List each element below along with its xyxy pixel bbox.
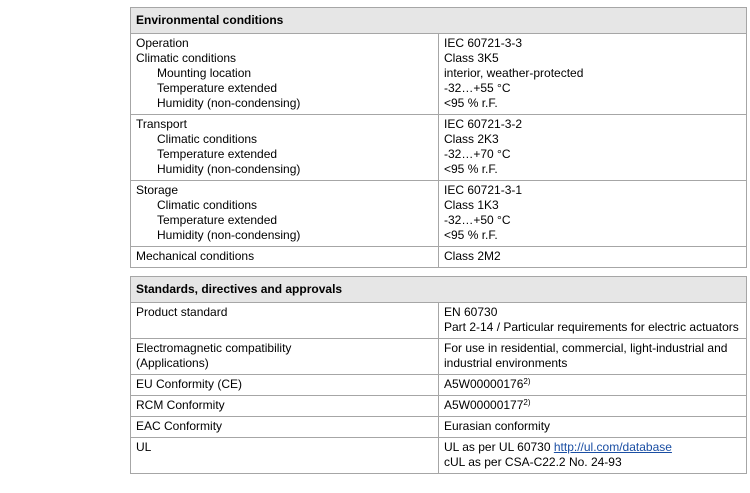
operation-label: Operation bbox=[136, 36, 189, 50]
table-row bbox=[131, 303, 747, 339]
storage-label: Storage bbox=[136, 183, 179, 197]
ul-value bbox=[444, 440, 741, 455]
emc-applications-label: (Applications) bbox=[136, 356, 209, 370]
cul-value: cUL as per CSA-C22.2 No. 24-93 bbox=[444, 455, 622, 469]
row-label-cell bbox=[131, 115, 439, 181]
row-value-cell bbox=[439, 396, 747, 417]
humidity-label: Humidity (non-condensing) bbox=[157, 96, 301, 110]
storage-value: IEC 60721-3-1 bbox=[444, 183, 523, 197]
rcm-conformity-label: RCM Conformity bbox=[131, 396, 439, 417]
product-standard-label: Product standard bbox=[131, 303, 439, 339]
mounting-location-value: interior, weather-protected bbox=[444, 66, 584, 80]
section-title: Environmental conditions bbox=[131, 8, 747, 34]
row-label-cell bbox=[131, 181, 439, 247]
table-row bbox=[131, 339, 747, 375]
ul-database-link[interactable]: http://ul.com/database bbox=[553, 440, 672, 454]
temperature-label: Temperature extended bbox=[157, 213, 278, 227]
temperature-value: -32…+50 °C bbox=[444, 213, 511, 227]
product-standard-value: EN 60730 bbox=[444, 305, 498, 319]
humidity-value: <95 % r.F. bbox=[444, 162, 498, 176]
product-standard-detail: Part 2-14 / Particular requirements for electric actuators bbox=[444, 320, 739, 334]
ul-label: UL bbox=[131, 438, 439, 474]
climatic-conditions-label: Climatic conditions bbox=[157, 198, 258, 212]
temperature-value: -32…+55 °C bbox=[444, 81, 511, 95]
mounting-location-label: Mounting location bbox=[157, 66, 252, 80]
row-label-cell bbox=[131, 34, 439, 115]
mechanical-conditions-label: Mechanical conditions bbox=[131, 247, 439, 268]
table-header-row bbox=[131, 8, 747, 34]
climatic-conditions-label: Climatic conditions bbox=[157, 132, 258, 146]
table-row bbox=[131, 417, 747, 438]
table-row bbox=[131, 181, 747, 247]
operation-value: IEC 60721-3-3 bbox=[444, 36, 523, 50]
climatic-conditions-value: Class 3K5 bbox=[444, 51, 499, 65]
transport-value: IEC 60721-3-2 bbox=[444, 117, 523, 131]
climatic-conditions-label: Climatic conditions bbox=[136, 51, 237, 65]
row-label-cell bbox=[131, 339, 439, 375]
environmental-conditions-table bbox=[130, 7, 747, 268]
humidity-value: <95 % r.F. bbox=[444, 96, 498, 110]
table-row bbox=[131, 375, 747, 396]
row-value-cell bbox=[439, 438, 747, 474]
temperature-value: -32…+70 °C bbox=[444, 147, 511, 161]
table-row bbox=[131, 438, 747, 474]
standards-approvals-table bbox=[130, 276, 747, 474]
eu-conformity-label: EU Conformity (CE) bbox=[131, 375, 439, 396]
humidity-label: Humidity (non-condensing) bbox=[157, 162, 301, 176]
emc-label: Electromagnetic compatibility bbox=[136, 341, 292, 355]
section-title: Standards, directives and approvals bbox=[131, 277, 747, 303]
mechanical-conditions-value: Class 2M2 bbox=[439, 247, 747, 268]
table-header-row bbox=[131, 277, 747, 303]
climatic-conditions-value: Class 1K3 bbox=[444, 198, 499, 212]
transport-label: Transport bbox=[136, 117, 187, 131]
ul-value-text: UL as per UL 60730 bbox=[444, 440, 551, 454]
footnote-marker: 2) bbox=[523, 377, 531, 386]
footnote-marker: 2) bbox=[523, 398, 531, 407]
eac-conformity-value: Eurasian conformity bbox=[439, 417, 747, 438]
row-value-cell bbox=[439, 375, 747, 396]
row-value-cell bbox=[439, 34, 747, 115]
temperature-label: Temperature extended bbox=[157, 81, 278, 95]
table-row bbox=[131, 115, 747, 181]
eac-conformity-label: EAC Conformity bbox=[131, 417, 439, 438]
humidity-label: Humidity (non-condensing) bbox=[157, 228, 301, 242]
row-value-cell bbox=[439, 303, 747, 339]
eu-conformity-value: A5W00000176 bbox=[444, 377, 524, 391]
climatic-conditions-value: Class 2K3 bbox=[444, 132, 499, 146]
emc-value: For use in residential, commercial, light-industrial and industrial environments bbox=[439, 339, 747, 375]
temperature-label: Temperature extended bbox=[157, 147, 278, 161]
table-row bbox=[131, 247, 747, 268]
row-value-cell bbox=[439, 115, 747, 181]
table-row bbox=[131, 34, 747, 115]
table-row bbox=[131, 396, 747, 417]
humidity-value: <95 % r.F. bbox=[444, 228, 498, 242]
rcm-conformity-value: A5W00000177 bbox=[444, 398, 524, 412]
row-value-cell bbox=[439, 181, 747, 247]
